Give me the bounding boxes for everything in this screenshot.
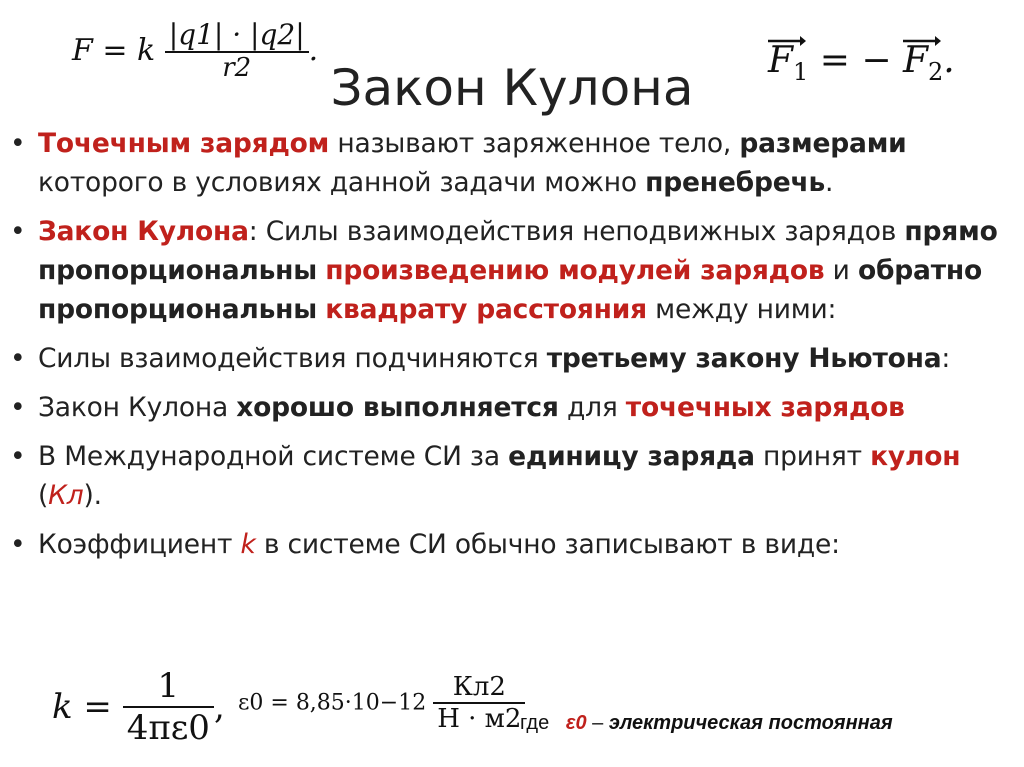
bullet-item xyxy=(10,437,1015,515)
bullet-dot: • xyxy=(10,128,26,159)
formula-denominator: r2 xyxy=(165,51,309,83)
vector-f2-sub: 2 xyxy=(927,58,944,87)
formula-tail: . xyxy=(308,33,319,68)
note-description: электрическая постоянная xyxy=(608,712,893,734)
bullet-text: Силы взаимодействия подчиняются xyxy=(38,343,547,374)
note-dash: – xyxy=(592,712,604,734)
eps-lhs: ε0 = 8,85·10−12 xyxy=(238,690,427,716)
coefficient-formula xyxy=(52,666,225,748)
epsilon-formula xyxy=(238,672,525,734)
formula-numerator: |q1| · |q2| xyxy=(168,18,305,51)
bullet-dot: • xyxy=(10,441,26,472)
eps-numerator: Кл2 xyxy=(452,672,506,702)
bullet-text: третьему закону Ньютона xyxy=(546,343,942,374)
bullet-item xyxy=(10,525,1015,564)
vector-f2: F xyxy=(902,40,928,81)
eps-fraction xyxy=(433,672,525,734)
bullet-dot: • xyxy=(10,216,26,247)
k-denominator: 4πε0 xyxy=(123,706,214,748)
vector-arrow-icon xyxy=(901,34,941,48)
page-title: Закон Кулона xyxy=(330,59,694,117)
bullet-text: пренебречь xyxy=(645,167,826,198)
bullet-text: : xyxy=(941,343,951,374)
bullet-text xyxy=(317,255,325,286)
vector-f1: F xyxy=(768,40,793,81)
bullet-text: размерами xyxy=(739,128,907,159)
bullet-text: хорошо выполняется xyxy=(236,392,559,423)
bullet-text xyxy=(317,294,325,325)
bullet-text: ( xyxy=(38,480,49,511)
bullet-text: кулон xyxy=(870,441,961,472)
bullet-text: . xyxy=(825,167,834,198)
bullet-text: k xyxy=(240,529,256,560)
bullet-dot: • xyxy=(10,529,26,560)
bullet-text: называют заряженное тело, xyxy=(329,128,740,159)
k-fraction xyxy=(123,666,214,748)
vector-f1-sub: 1 xyxy=(792,58,809,87)
bullet-item xyxy=(10,388,1015,427)
bullet-dot: • xyxy=(10,392,26,423)
formula-lhs: F = k xyxy=(72,33,156,68)
bullet-item xyxy=(10,124,1015,202)
bullet-text: В Международной системе СИ за xyxy=(38,441,509,472)
epsilon-note xyxy=(520,712,893,735)
bullet-text: единицу заряда xyxy=(508,441,755,472)
note-symbol: ε0 xyxy=(565,712,587,734)
bullet-text: квадрату расстояния xyxy=(325,294,647,325)
bullet-text: Кл xyxy=(48,480,84,511)
note-prefix: где xyxy=(520,712,550,734)
bullet-item xyxy=(10,212,1015,329)
bullet-list xyxy=(10,124,1015,574)
bullet-text: Точечным зарядом xyxy=(38,128,330,159)
eps-denominator: Н · м2 xyxy=(433,702,525,734)
bullet-text: произведению модулей зарядов xyxy=(325,255,825,286)
vector-tail: . xyxy=(943,40,955,81)
bullet-dot: • xyxy=(10,343,26,374)
bullet-text: ). xyxy=(83,480,102,511)
bullet-text: Закон Кулона xyxy=(38,392,237,423)
vector-eq: = − xyxy=(819,40,892,81)
bullet-item xyxy=(10,339,1015,378)
bullet-text: и xyxy=(824,255,858,286)
bullet-text: в системе СИ обычно записывают в виде: xyxy=(255,529,840,560)
bullet-text: точечных зарядов xyxy=(625,392,905,423)
k-tail: , xyxy=(213,687,225,727)
bullet-text: принят xyxy=(754,441,871,472)
vector-arrow-icon xyxy=(766,34,806,48)
bullet-text: Коэффициент xyxy=(38,529,241,560)
bullet-text: между ними: xyxy=(646,294,837,325)
bullet-text: прямо пропорциональны xyxy=(38,216,998,286)
bullet-text: обратно пропорциональны xyxy=(38,255,982,325)
k-lhs: k = xyxy=(52,687,112,727)
bullet-text: которого в условиях данной задачи можно xyxy=(38,167,646,198)
newton-third-law-formula xyxy=(768,40,955,86)
bullet-text: Закон Кулона xyxy=(38,216,249,247)
bullet-text: для xyxy=(558,392,626,423)
k-numerator: 1 xyxy=(157,666,180,706)
bullet-text: : Силы взаимодействия неподвижных зарядов xyxy=(248,216,905,247)
